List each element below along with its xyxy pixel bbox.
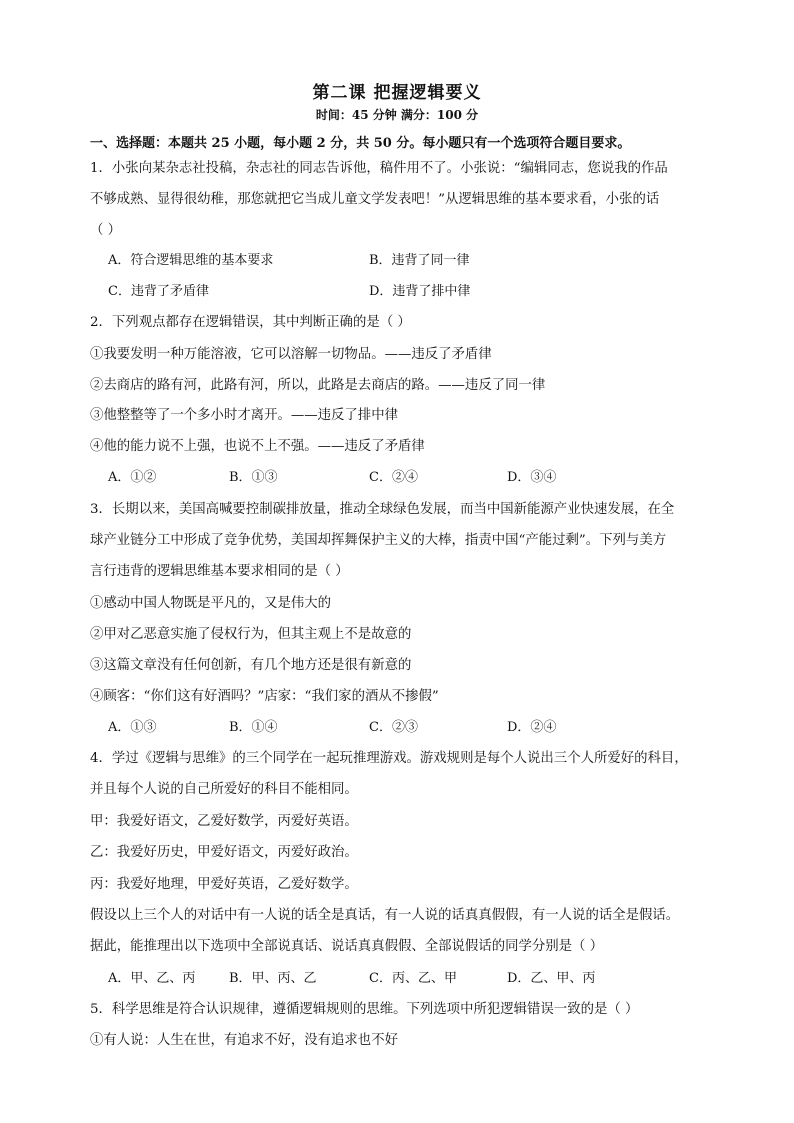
question-2-option-d: D．③④ bbox=[507, 470, 557, 485]
question-3-item-4: ④顾客：“你们这有好酒吗？”店家：“我们家的酒从不掺假” bbox=[90, 689, 439, 704]
question-5-stem: 5．科学思维是符合认识规律，遵循逻辑规则的思维。下列选项中所犯逻辑错误一致的是（ ） bbox=[90, 1002, 639, 1017]
question-3-option-a: A．①③ bbox=[108, 720, 157, 735]
question-2-option-c: C．②④ bbox=[369, 470, 418, 485]
page-title: 第二课 把握逻辑要义 bbox=[312, 83, 482, 103]
question-1-option-c: C．违背了矛盾律 bbox=[108, 284, 209, 299]
question-3-option-b: B．①④ bbox=[229, 720, 278, 735]
question-3-item-2: ②甲对乙恶意实施了侵权行为，但其主观上不是故意的 bbox=[90, 627, 412, 642]
question-1-option-d: D．违背了排中律 bbox=[369, 284, 471, 299]
question-3-option-c: C．②③ bbox=[369, 720, 418, 735]
question-4-option-b: B．甲、丙、乙 bbox=[229, 971, 317, 986]
question-2-item-1: ①我要发明一种万能溶液，它可以溶解一切物品。——违反了矛盾律 bbox=[90, 347, 492, 362]
question-2-option-b: B．①③ bbox=[229, 470, 278, 485]
question-2-option-a: A．①② bbox=[108, 470, 157, 485]
question-4-assumption: 假设以上三个人的对话中有一人说的话全是真话，有一人说的话真真假假，有一人说的话全是假话。 bbox=[90, 908, 680, 923]
question-3-item-1: ①感动中国人物既是平凡的，又是伟大的 bbox=[90, 596, 332, 611]
question-4-statement-bing: 丙：我爱好地理，甲爱好英语，乙爱好数学。 bbox=[90, 877, 358, 892]
question-2-item-2: ②去商店的路有河，此路有河，所以，此路是去商店的路。——违反了同一律 bbox=[90, 378, 546, 393]
question-4-option-c: C．丙、乙、甲 bbox=[369, 971, 457, 986]
question-3-stem-line-1: 3．长期以来，美国高喊要控制碳排放量，推动全球绿色发展，而当中国新能源产业快速发展，在全 bbox=[90, 502, 675, 517]
question-1-stem-line-1: 1．小张向某杂志社投稿，杂志社的同志告诉他，稿件用不了。小张说：“编辑同志，您说我的作品 bbox=[90, 161, 668, 176]
question-2-item-3: ③他整整等了一个多小时才离开。——违反了排中律 bbox=[90, 408, 398, 423]
question-4-option-a: A．甲、乙、丙 bbox=[108, 971, 196, 986]
section-heading: 一、选择题：本题共 25 小题，每小题 2 分，共 50 分。每小题只有一个选项符合题目要求。 bbox=[90, 136, 631, 151]
question-3-item-3: ③这篇文章没有任何创新，有几个地方还是很有新意的 bbox=[90, 658, 412, 673]
question-4-option-d: D．乙、甲、丙 bbox=[507, 971, 596, 986]
question-3-option-d: D．②④ bbox=[507, 720, 557, 735]
question-1-stem-line-2: 不够成熟、显得很幼稚，那您就把它当成儿童文学发表吧！”从逻辑思维的基本要求看，小张的话 bbox=[90, 192, 660, 207]
question-4-stem-line-1: 4．学过《逻辑与思维》的三个同学在一起玩推理游戏。游戏规则是每个人说出三个人所爱好的科目， bbox=[90, 751, 688, 766]
question-2-stem: 2．下列观点都存在逻辑错误，其中判断正确的是（ ） bbox=[90, 315, 411, 330]
question-1-option-b: B．违背了同一律 bbox=[369, 253, 470, 268]
question-3-stem-line-2: 球产业链分工中形成了竞争优势，美国却挥舞保护主义的大棒，指责中国“产能过剩”。下列与美方 bbox=[90, 533, 667, 548]
question-4-prompt: 据此，能推理出以下选项中全部说真话、说话真真假假、全部说假话的同学分别是（ ） bbox=[90, 939, 604, 954]
question-1-option-a: A．符合逻辑思维的基本要求 bbox=[108, 253, 274, 268]
question-2-item-4: ④他的能力说不上强，也说不上不强。——违反了矛盾律 bbox=[90, 439, 425, 454]
question-5-item-1: ①有人说：人生在世，有追求不好，没有追求也不好 bbox=[90, 1033, 398, 1048]
question-4-stem-line-2: 并且每个人说的自己所爱好的科目不能相同。 bbox=[90, 782, 358, 797]
exam-info: 时间：45 分钟 满分：100 分 bbox=[315, 108, 479, 122]
question-4-statement-yi: 乙：我爱好历史，甲爱好语文，丙爱好政治。 bbox=[90, 845, 358, 860]
question-4-statement-jia: 甲：我爱好语文，乙爱好数学，丙爱好英语。 bbox=[90, 814, 358, 829]
question-3-stem-line-3: 言行违背的逻辑思维基本要求相同的是（ ） bbox=[90, 564, 349, 579]
question-1-stem-line-3: （ ） bbox=[90, 223, 122, 238]
